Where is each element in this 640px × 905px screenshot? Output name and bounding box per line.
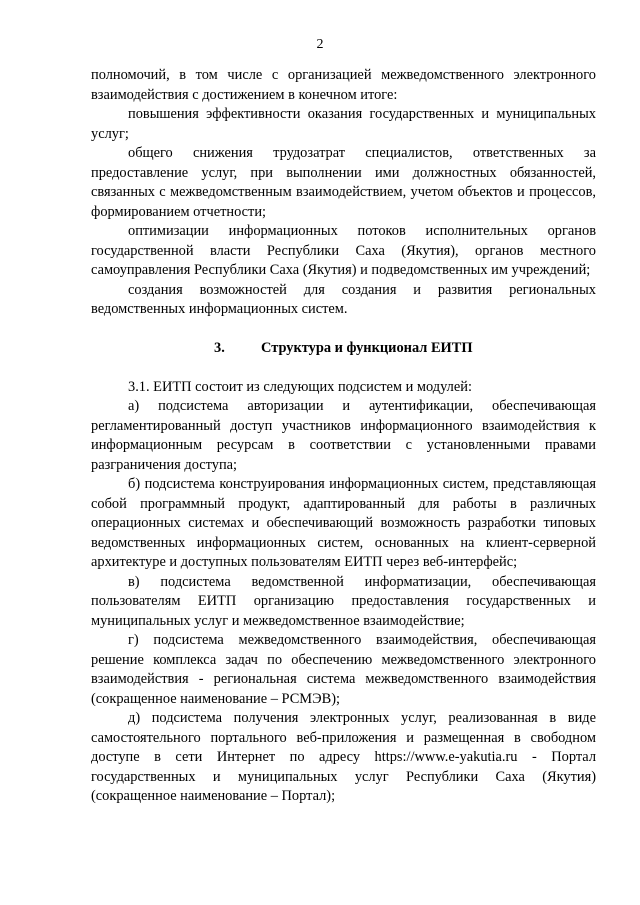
- paragraph-intro-5: создания возможностей для создания и развития региональных ведомственных информационных систем.: [91, 281, 596, 317]
- paragraph-intro-2: повышения эффективности оказания государственных и муниципальных услуг;: [91, 106, 596, 142]
- section-body: [91, 378, 596, 807]
- page-number: 2: [316, 37, 324, 52]
- section-number: 3.: [214, 339, 225, 356]
- document-body: [91, 66, 596, 807]
- paragraph-intro-4: оптимизации информационных потоков исполнительных органов государственной власти Республики Саха (Якутия), органов местного самоуправления Республики Саха (Якутия) и подведомственных им учреждений;: [91, 223, 596, 278]
- paragraph-section-6: д) подсистема получения электронных услуг, реализованная в виде самостоятельного портального веб-приложения и размещенная в свободном доступе в сети Интернет по адресу https://www.e-yakutia.ru - Портал государственных и муниципальных услуг Республики Саха (Якутия) (сокращенное наименование – Портал);: [91, 710, 596, 804]
- paragraph-intro-1: полномочий, в том числе с организацией межведомственного электронного взаимодействия с достижением в конечном итоге:: [91, 67, 596, 103]
- paragraph-intro-3: общего снижения трудозатрат специалистов, ответственных за предоставление услуг, при выполнении ими должностных обязанностей, связанных с межведомственным взаимодействием, учетом объектов и процессов, формированием отчетности;: [91, 145, 596, 220]
- paragraph-section-3: б) подсистема конструирования информационных систем, представляющая собой программный продукт, адаптированный для работы в различных операционных системах и обеспечивающий возможность разработки типовых ведомственных информационных систем, основанных на клиент-серверной архитектуре и доступных пользователям ЕИТП через веб-интерфейс;: [91, 476, 596, 570]
- section-heading: [91, 339, 596, 359]
- paragraph-section-4: в) подсистема ведомственной информатизации, обеспечивающая пользователям ЕИТП организацию предоставления государственных и муниципальных услуг и межведомственное взаимодействие;: [91, 573, 596, 629]
- section-title: Структура и функционал ЕИТП: [261, 339, 473, 356]
- paragraph-section-1: 3.1. ЕИТП состоит из следующих подсистем и модулей:: [128, 378, 472, 395]
- intro-section: [91, 66, 596, 320]
- paragraph-section-2: а) подсистема авторизации и аутентификации, обеспечивающая регламентированный доступ участников информационного взаимодействия к информационным ресурсам в соответствии с установленными правами разграничения доступа;: [91, 398, 596, 473]
- paragraph-section-5: г) подсистема межведомственного взаимодействия, обеспечивающая решение комплекса задач по обеспечению межведомственного электронного взаимодействия - региональная система межведомственного взаимодействия (сокращенное наименование – РСМЭВ);: [91, 632, 596, 707]
